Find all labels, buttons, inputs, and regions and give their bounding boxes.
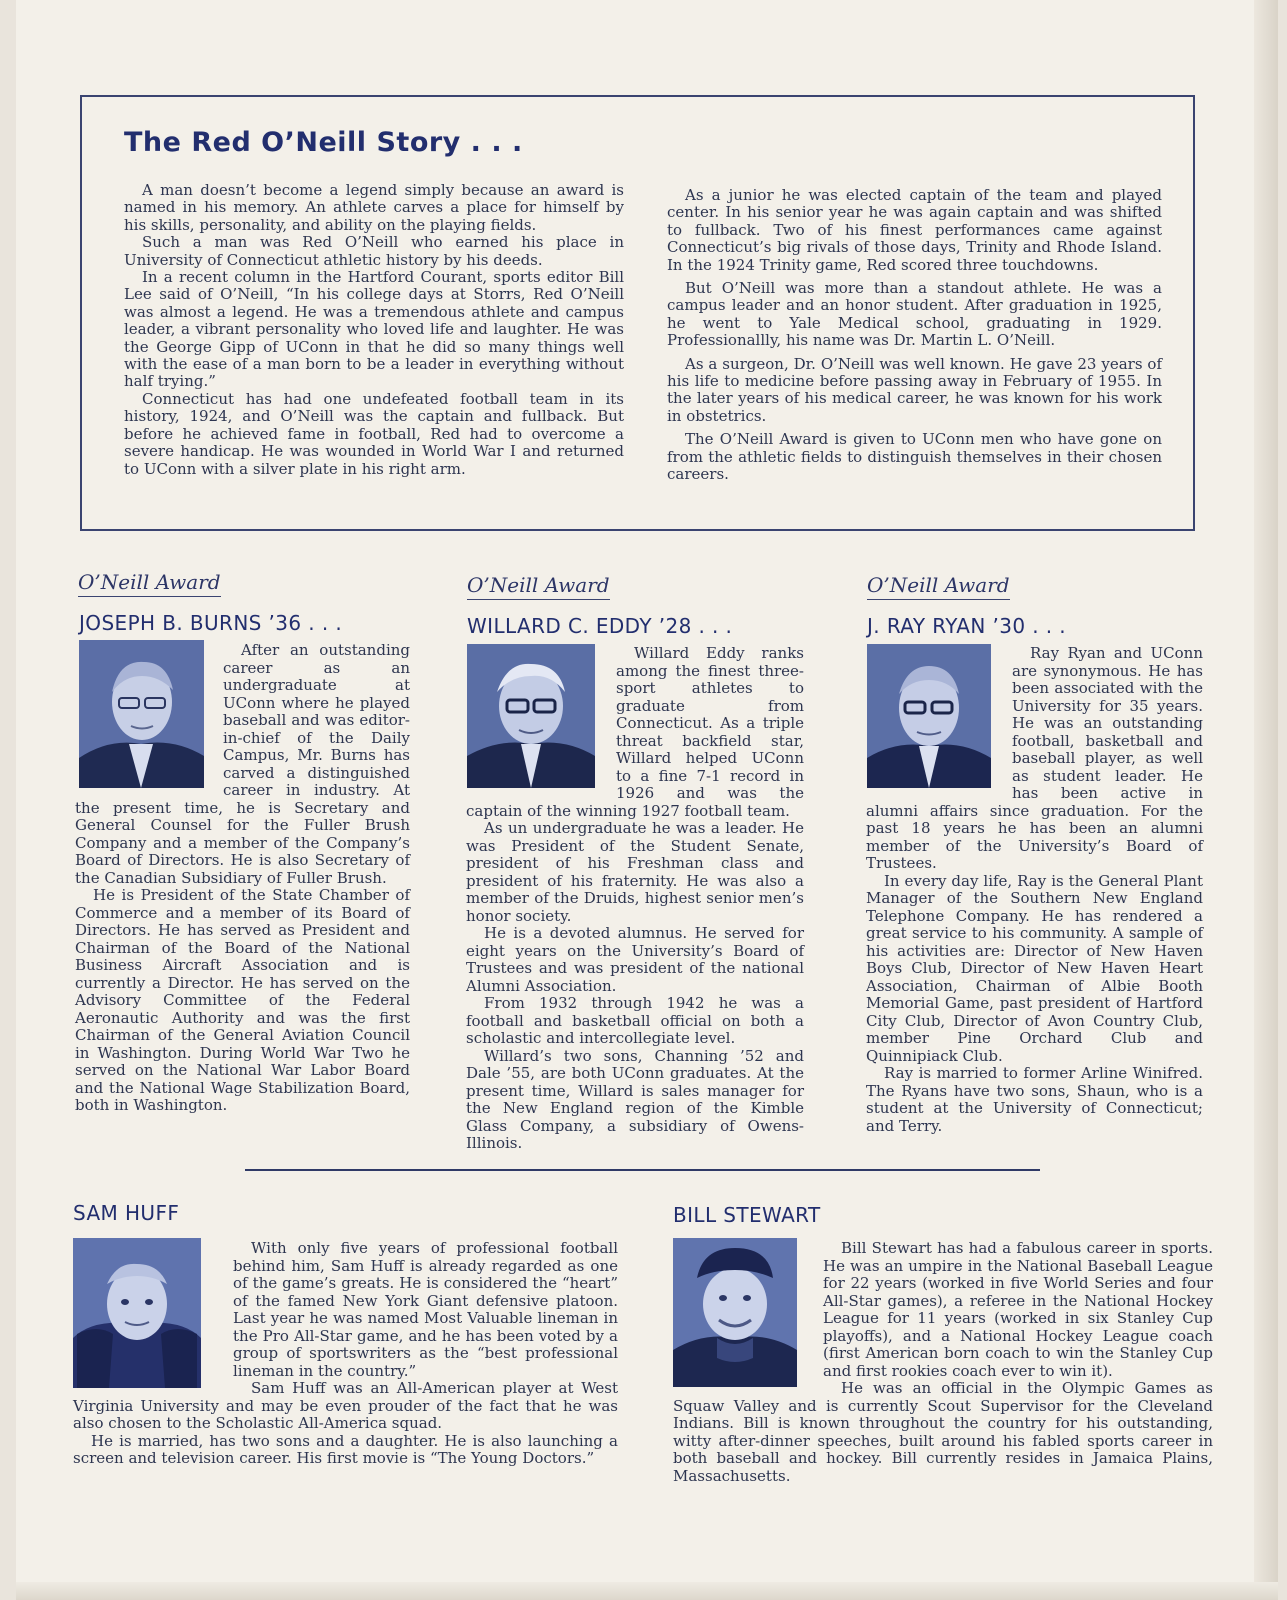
story-paragraph: In a recent column in the Hartford Courant, sports editor Bill Lee said of O’Neill, “In his college days at Storrs, Red O’Neill was almost a legend. He was a tremendous athlete and campus leader, a vibrant personality who loved life and laughter. He was the George Gipp of UConn in that he did so many things well with the ease of a man born to be a leader in everything without half trying.” [124,268,624,391]
story-paragraph: As a surgeon, Dr. O’Neill was well known. He gave 23 years of his life to medicine before passing away in February of 1955. In the later years of his medical career, he was known for his work in obstetrics. [667,354,1162,425]
bio-paragraph: Ray is married to former Arline Winifred. The Ryans have two sons, Shaun, who is a student at the University of Connecticut; and Terry. [866,1064,1203,1135]
bio-paragraph: He is President of the State Chamber of Commerce and a member of its Board of Directors. He has served as President and Chairman of the Board of the National Business Aircraft Association and is currently a Director. He has served on the Advisory Committee of the Federal Aeronautic Authority and was the first Chairman of the General Aviation Council in Washington. During World War Two he served on the National War Labor Board and the National Wage Stabilization Board, both in Washington. [75,886,410,1114]
story-paragraph: Connecticut has had one undefeated football team in its history, 1924, and O’Neill was the captain and fullback. But before he achieved fame in football, Red had to overcome a severe handicap. He was wounded in World War I and returned to UConn with a silver plate in his right arm. [124,389,624,478]
story-paragraph: Such a man was Red O’Neill who earned his place in University of Connecticut athletic history by his deeds. [124,233,624,269]
bio-paragraph: He is a devoted alumnus. He served for eight years on the University’s Board of Trustees and was president of the national Alumni Association. [466,924,804,995]
bio-paragraph: After an outstanding career as an undergraduate at UConn where he played baseball and was editor-in-chief of the Daily Campus, Mr. Burns has carved a distinguished career in industry. At the present time, he is Secretary and General Counsel for the Fuller Brush Company and a member of the Company’s Board of Directors. He is also Secretary of the Canadian Subsidiary of Fuller Brush. [75,641,410,887]
story-title: The Red O’Neill Story . . . [124,127,523,158]
story-paragraph: But O’Neill was more than a standout athlete. He was a campus leader and an honor student. After graduation in 1925, he went to Yale Medical school, graduating in 1929. Professionallly, his name was Dr. Martin L. O’Neill. [667,279,1162,350]
huff-name-heading: SAM HUFF [73,1201,180,1225]
photo-spacer [466,645,616,795]
ryan-name-heading: J. RAY RYAN ’30 . . . [867,614,1067,638]
eddy-bio [466,645,804,1153]
bio-paragraph: In every day life, Ray is the General Plant Manager of the Southern New England Telephone Company. He has rendered a great service to his community. A sample of his activities are: Director of New Haven Boys Club, Director of New Haven Heart Association, Chairman of Albie Booth Memorial Game, past president of Hartford City Club, Director of Avon Country Club, member Pine Orchard Club and Quinnipiack Club. [866,871,1203,1065]
story-left-column [124,182,624,478]
bio-paragraph: Ray Ryan and UConn are synonymous. He has been associated with the University for 35 years. He was an outstanding football, basketball and baseball player, as well as student leader. He has been active in alumni affairs since graduation. For the past 18 years he has been an alumni member of the University’s Board of Trustees. [866,644,1203,872]
bio-paragraph: With only five years of professional football behind him, Sam Huff is already regarded as one of the game’s greats. He is considered the “heart” of the famed New York Giant defensive platoon. Last year he was named Most Valuable lineman in the Pro All-Star game, and he has been voted by a group of sportswriters as the “best professional lineman in the country.” [233,1239,618,1380]
stewart-name-heading: BILL STEWART [673,1203,821,1227]
bio-paragraph: Willard’s two sons, Channing ’52 and Dale ’55, are both UConn graduates. At the present time, Willard is sales manager for the New England region of the Kimble Glass Company, a subsidiary of Owens-Illinois. [466,1046,804,1152]
page-bottom-edge [16,1582,1278,1600]
bio-paragraph: From 1932 through 1942 he was a football and basketball official on both a scholastic and intercollegiate level. [466,994,804,1047]
story-paragraph: The O’Neill Award is given to UConn men who have gone on from the athletic fields to distinguish themselves in their chosen careers. [667,430,1162,484]
burns-name-heading: JOSEPH B. BURNS ’36 . . . [79,611,343,635]
stewart-bio [673,1240,1213,1485]
huff-bio [73,1240,618,1468]
photo-spacer [673,1240,823,1390]
bio-paragraph: He is married, has two sons and a daughter. He is also launching a screen and television career. His first movie is “The Young Doctors.” [73,1431,618,1467]
bio-paragraph: Sam Huff was an All-American player at West Virginia University and may be even prouder of the fact that he was also chosen to the Scholastic All-America squad. [73,1379,618,1432]
story-paragraph: As a junior he was elected captain of the team and played center. In his senior year he was again captain and was shifted to fullback. Two of his finest performances came against Connecticut’s big rivals of those days, Trinity and Rhode Island. In the 1924 Trinity game, Red scored three touchdowns. [667,186,1162,274]
photo-spacer [73,1240,233,1390]
photo-spacer [75,642,223,792]
ryan-bio [866,645,1203,1135]
page-edge [1254,0,1278,1600]
bio-paragraph: Willard Eddy ranks among the finest three-sport athletes to graduate from Connecticut. As a triple threat backfield star, Willard helped UConn to a fine 7-1 record in 1926 and was the captain of the winning 1927 football team. [466,644,804,820]
story-box [80,95,1195,531]
section-divider [245,1169,1040,1171]
oneill-award-label: O’Neill Award [467,573,610,600]
story-paragraph: A man doesn’t become a legend simply because an award is named in his memory. An athlete carves a place for himself by his skills, personality, and ability on the playing fields. [124,181,624,234]
oneill-award-label: O’Neill Award [867,573,1010,600]
bio-paragraph: As un undergraduate he was a leader. He was President of the Student Senate, president of his Freshman class and president of his fraternity. He was also a member of the Druids, highest senior men’s honor society. [466,819,804,925]
story-right-column [667,187,1162,490]
eddy-name-heading: WILLARD C. EDDY ’28 . . . [467,614,733,638]
bio-paragraph: He was an official in the Olympic Games as Squaw Valley and is currently Scout Supervisor for the Cleveland Indians. Bill is known throughout the country for his outstanding, witty after-dinner speeches, built around his fabled sports career in both baseball and hockey. Bill currently resides in Jamaica Plains, Massachusetts. [673,1379,1213,1485]
photo-spacer [866,645,1012,795]
bio-paragraph: Bill Stewart has had a fabulous career in sports. He was an umpire in the National Baseball League for 22 years (worked in five World Series and four All-Star games), a referee in the National Hockey League for 11 years (worked in six Stanley Cup playoffs), and a National Hockey League coach (first American born coach to win the Stanley Cup and first rookies coach ever to win it). [823,1239,1213,1380]
burns-bio [75,642,410,1115]
oneill-award-label: O’Neill Award [78,570,221,597]
